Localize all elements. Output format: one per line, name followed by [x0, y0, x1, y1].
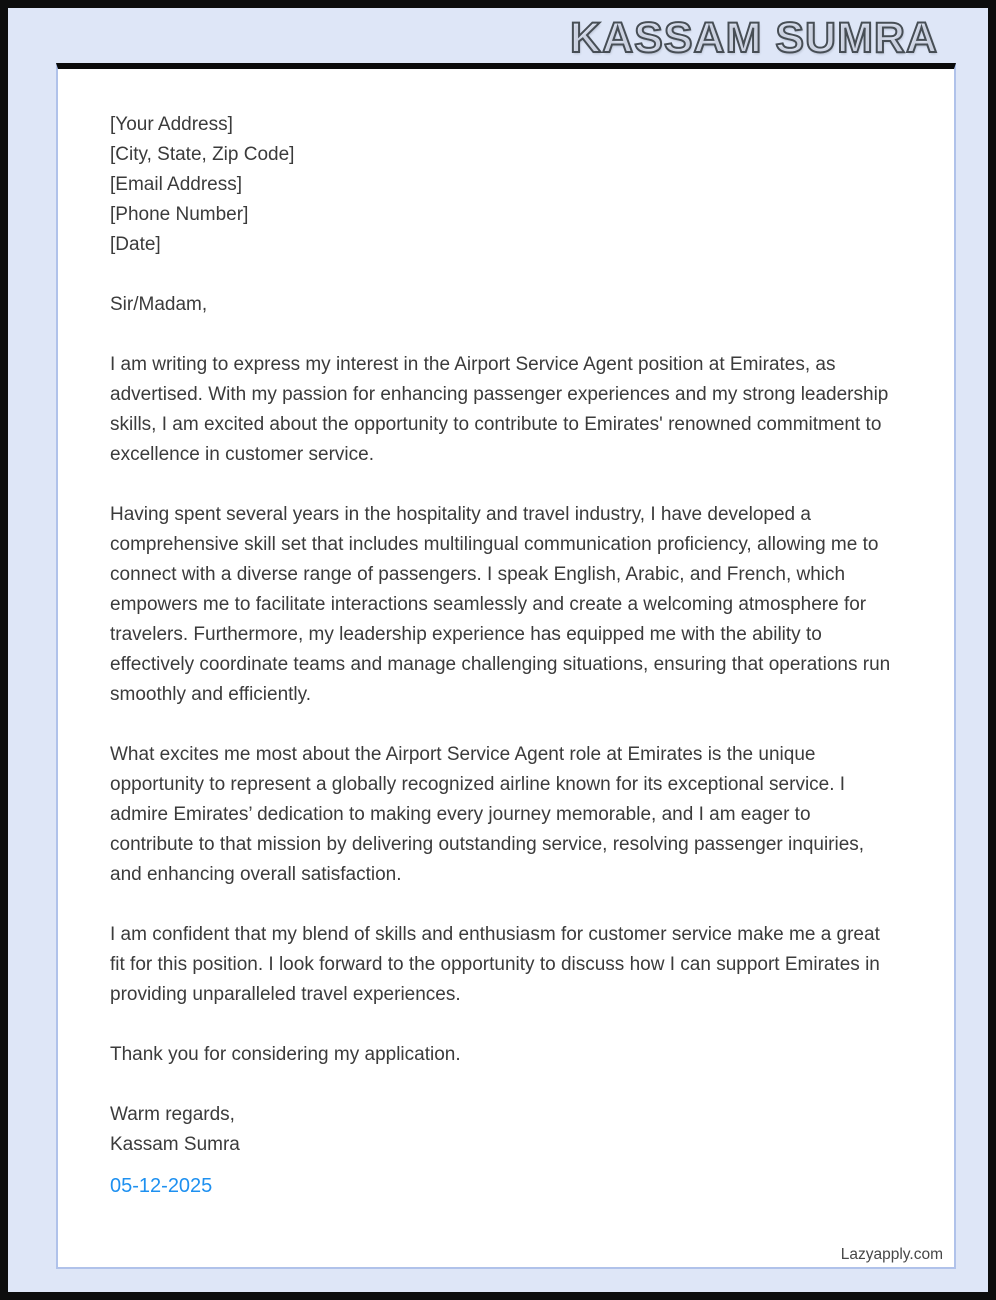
- address-line: [Your Address]: [110, 114, 233, 135]
- closing-line: Warm regards,: [110, 1104, 235, 1125]
- salutation: Sir/Madam,: [110, 294, 208, 315]
- address-line: [Email Address]: [110, 174, 242, 195]
- signature-name: Kassam Sumra: [110, 1134, 240, 1155]
- paragraph-intro: I am writing to express my interest in the Airport Service Agent position at Emirates, as advertised. With my passion for enhancing passenger experiences and my strong leadership skills, I am excited about the opportunity to contribute to Emirates' renowned commitment to excellence in customer service.: [110, 354, 889, 465]
- address-block: [110, 110, 898, 260]
- page-background: [8, 8, 988, 1292]
- paragraph-experience: Having spent several years in the hospitality and travel industry, I have developed a comprehensive skill set that includes multilingual communication proficiency, allowing me to connect with a diverse range of passengers. I speak English, Arabic, and French, which empowers me to facilitate interactions seamlessly and create a welcoming atmosphere for travelers. Furthermore, my leadership experience has equipped me with the ability to effectively coordinate teams and manage challenging situations, ensuring that operations run smoothly and efficiently.: [110, 504, 891, 705]
- letter-sheet: [56, 63, 956, 1269]
- header-name: KASSAM SUMRA: [570, 14, 938, 62]
- thanks-line: Thank you for considering my application.: [110, 1044, 461, 1065]
- footer-brand: Lazyapply.com: [840, 1246, 943, 1263]
- letter-date: 05-12-2025: [110, 1175, 213, 1197]
- paragraph-fit: I am confident that my blend of skills and enthusiasm for customer service make me a great fit for this position. I look forward to the opportunity to discuss how I can support Emirates in providing unparalleled travel experiences.: [110, 924, 880, 1005]
- address-line: [Date]: [110, 234, 161, 255]
- address-line: [City, State, Zip Code]: [110, 144, 295, 165]
- address-line: [Phone Number]: [110, 204, 249, 225]
- letter-body: [58, 69, 954, 1201]
- paragraph-motivation: What excites me most about the Airport Service Agent role at Emirates is the unique opportunity to represent a globally recognized airline known for its exceptional service. I admire Emirates’ dedication to making every journey memorable, and I am eager to contribute to that mission by delivering outstanding service, resolving passenger inquiries, and enhancing overall satisfaction.: [110, 744, 865, 885]
